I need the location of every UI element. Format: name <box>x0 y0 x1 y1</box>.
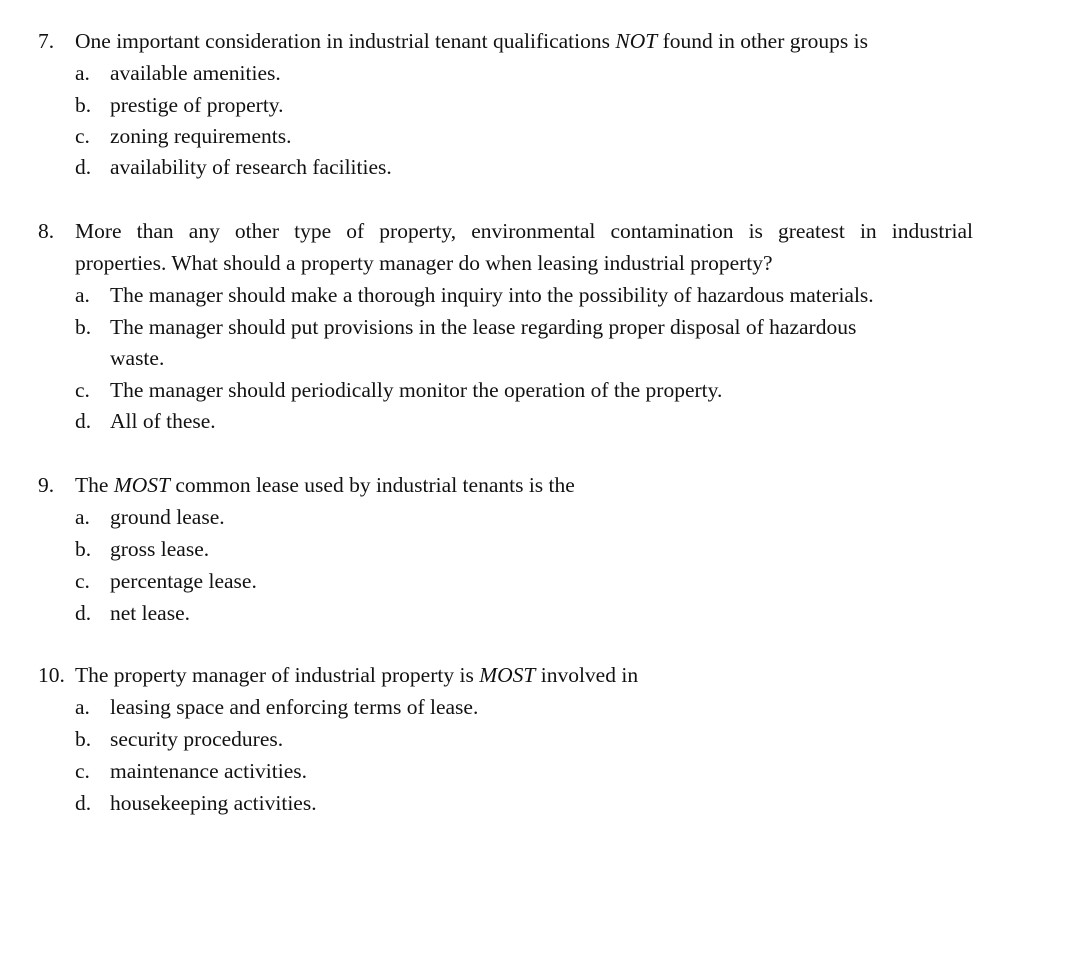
option-letter: c. <box>75 569 90 593</box>
option-text: housekeeping activities. <box>110 791 317 815</box>
option-text: availability of research facilities. <box>110 155 392 179</box>
option-letter: c. <box>75 759 90 783</box>
option-text: security procedures. <box>110 727 284 751</box>
option-text: All of these. <box>110 409 216 433</box>
stem-text: properties. What should a property manager do when leasing industrial property? <box>75 251 773 275</box>
stem-text: The property manager of industrial property is <box>75 663 480 687</box>
stem-emphasis: NOT <box>615 29 658 53</box>
option-text: net lease. <box>110 601 190 625</box>
option-text: available amenities. <box>110 61 281 85</box>
option-text: zoning requirements. <box>110 124 292 148</box>
option-text: ground lease. <box>110 505 225 529</box>
option-letter: d. <box>75 409 92 433</box>
option-letter: b. <box>75 537 92 561</box>
option-letter: d. <box>75 155 92 179</box>
option-text: leasing space and enforcing terms of lease. <box>110 695 479 719</box>
option-letter: a. <box>75 695 90 719</box>
option-letter: a. <box>75 61 90 85</box>
stem-text: More than any other type of property, environmental contamination is greatest in industrial <box>75 219 973 243</box>
option-letter: c. <box>75 124 90 148</box>
stem-emphasis: MOST <box>113 473 170 497</box>
option-letter: b. <box>75 93 92 117</box>
question-number: 10. <box>38 663 65 687</box>
option-letter: d. <box>75 601 92 625</box>
option-text: The manager should put provisions in the lease regarding proper disposal of hazardous <box>110 315 857 339</box>
stem-text: involved in <box>535 663 639 687</box>
option-letter: d. <box>75 791 92 815</box>
option-letter: b. <box>75 727 92 751</box>
option-text: waste. <box>110 346 165 370</box>
stem-text: The <box>75 473 114 497</box>
option-letter: a. <box>75 505 90 529</box>
option-text: gross lease. <box>110 537 210 561</box>
stem-text: common lease used by industrial tenants is the <box>169 473 575 497</box>
option-text: maintenance activities. <box>110 759 307 783</box>
question-number: 9. <box>38 473 55 497</box>
stem-emphasis: MOST <box>479 663 536 687</box>
question-number: 7. <box>38 29 55 53</box>
option-letter: a. <box>75 283 90 307</box>
stem-text: found in other groups is <box>657 29 868 53</box>
option-letter: b. <box>75 315 92 339</box>
option-text: The manager should make a thorough inquiry into the possibility of hazardous materials. <box>110 283 874 307</box>
option-text: percentage lease. <box>110 569 257 593</box>
option-letter: c. <box>75 378 90 402</box>
stem-text: One important consideration in industrial tenant qualifications <box>75 29 616 53</box>
option-text: prestige of property. <box>110 93 284 117</box>
option-text: The manager should periodically monitor the operation of the property. <box>110 378 723 402</box>
question-number: 8. <box>38 219 55 243</box>
